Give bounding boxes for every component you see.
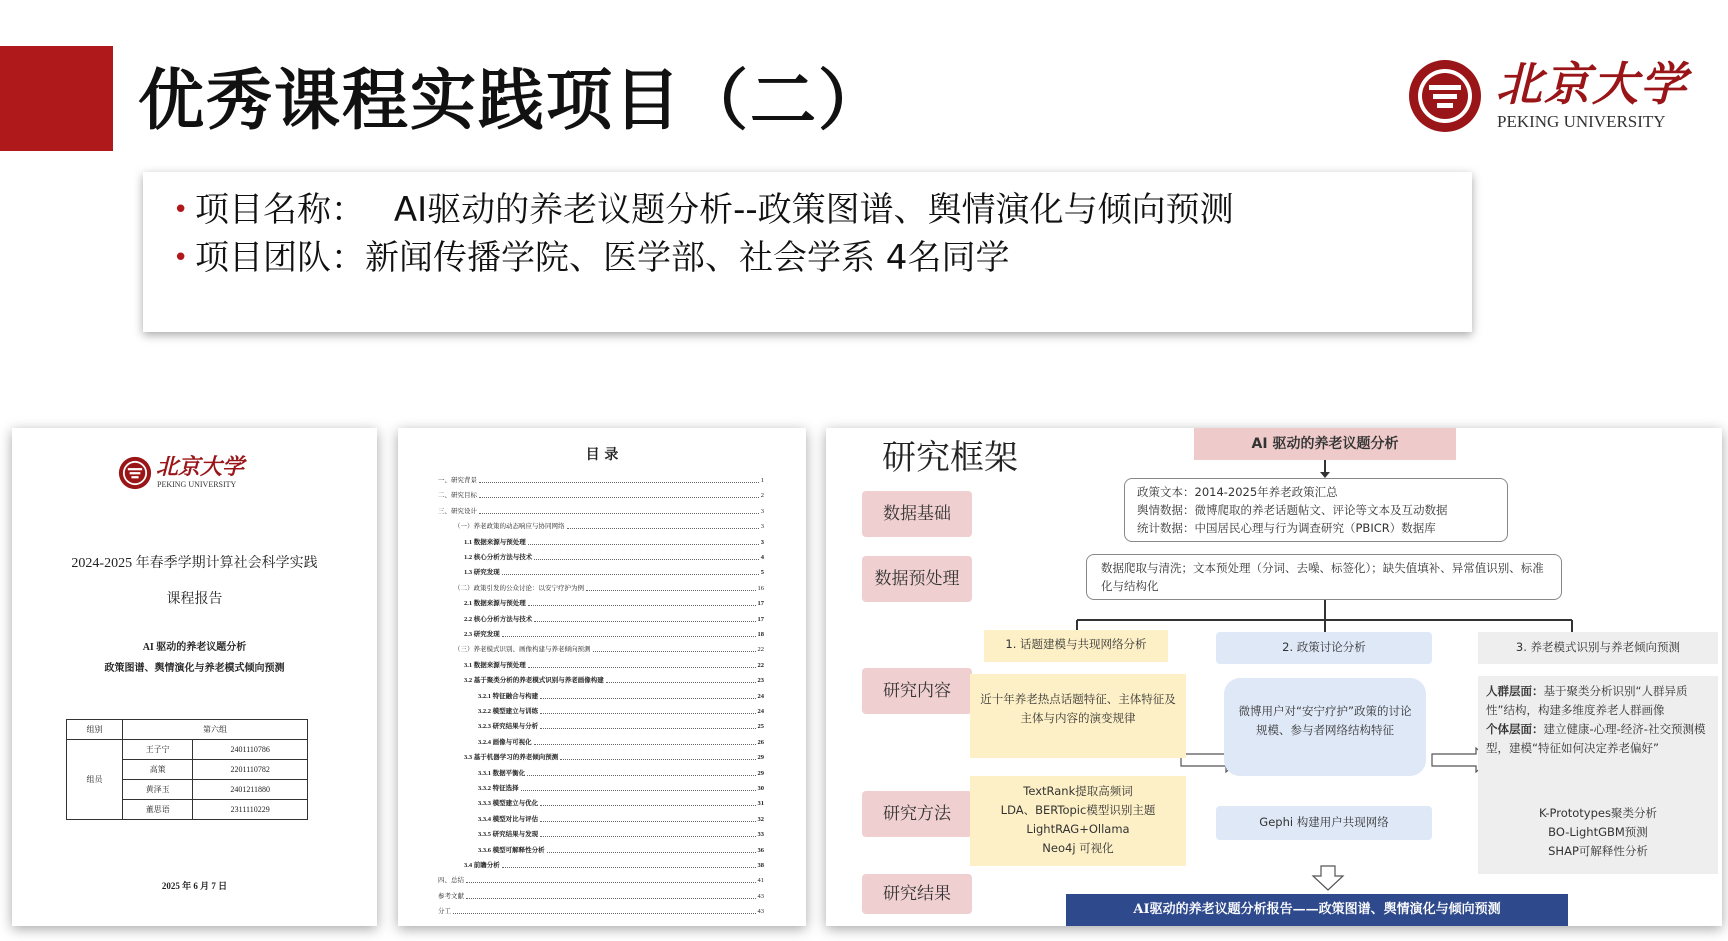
toc-entry-label: 3.3.2 特征选择 xyxy=(478,785,519,792)
toc-entry xyxy=(438,907,764,916)
toc-leader xyxy=(534,621,755,622)
group-value: 第六组 xyxy=(123,720,308,740)
member-label: 组员 xyxy=(67,740,123,820)
toc-entry xyxy=(478,738,764,747)
col1-content: 近十年养老热点话题特征、主体特征及主体与内容的演变规律 xyxy=(970,674,1186,758)
toc-entry-page: 29 xyxy=(757,769,764,777)
pku-seal-icon xyxy=(1407,58,1483,134)
toc-entry xyxy=(478,784,764,793)
toc-leader xyxy=(593,651,756,652)
toc-leader xyxy=(567,528,759,529)
method-line: Neo4j 可视化 xyxy=(1042,841,1114,855)
toc-entry-label: 1.2 核心分析方法与技术 xyxy=(464,554,533,561)
toc-leader xyxy=(466,882,756,883)
data-source-line: 舆情数据：微博爬取的养老话题帖文、评论等文本及互动数据 xyxy=(1137,503,1448,517)
method-line: LightRAG+Ollama xyxy=(1026,822,1130,836)
method-line: LDA、BERTopic模型识别主题 xyxy=(1000,803,1156,817)
toc-entry xyxy=(438,892,764,901)
toc-entry-label: 三、研究设计 xyxy=(438,507,477,515)
member-id: 2401110786 xyxy=(193,740,308,760)
report-toc-thumbnail xyxy=(398,428,806,926)
toc-leader xyxy=(534,559,759,560)
toc-leader xyxy=(527,775,755,776)
toc-entry xyxy=(454,645,764,654)
method-line: TextRank提取高频词 xyxy=(1023,784,1133,798)
toc-leader xyxy=(540,805,755,806)
toc-entry-page: 18 xyxy=(757,631,764,638)
toc-leader xyxy=(479,482,759,483)
toc-entry-label: 3.2.1 特征融合与构建 xyxy=(478,692,539,700)
method-line: BO-LightGBM预测 xyxy=(1548,825,1648,839)
project-team-line xyxy=(173,236,1010,280)
toc-leader xyxy=(540,728,755,729)
toc-entry xyxy=(478,722,764,731)
toc-entry xyxy=(454,584,764,593)
toc-leader xyxy=(502,636,756,637)
toc-entry-page: 17 xyxy=(757,615,764,623)
toc-leader xyxy=(502,574,759,575)
toc-entry-label: 二、研究目标 xyxy=(438,492,477,500)
toc-entry xyxy=(464,676,764,685)
side-label-preprocess: 数据预处理 xyxy=(862,556,972,602)
toc-entry-page: 25 xyxy=(757,723,764,731)
toc-entry-label: （二）政策引发的公众讨论：以安宁疗护为例 xyxy=(454,584,584,592)
data-source-line: 政策文本：2014-2025年养老政策汇总 xyxy=(1137,485,1338,499)
toc-entry-label: 一、研究背景 xyxy=(438,477,477,484)
project-info-box xyxy=(143,172,1472,332)
toc-leader xyxy=(540,821,755,822)
toc-entry xyxy=(464,861,764,870)
toc-entry-label: （三）养老模式识别、画像构建与养老倾向预测 xyxy=(454,646,591,654)
member-name: 董思语 xyxy=(123,800,193,820)
toc-entry-page: 41 xyxy=(757,877,764,885)
toc-entry xyxy=(478,815,764,824)
toc-entry-page: 30 xyxy=(757,785,764,792)
toc-entry-page: 22 xyxy=(757,646,764,654)
toc-entry-page: 26 xyxy=(757,738,764,746)
title-accent-bar xyxy=(0,46,113,151)
member-id: 2311110229 xyxy=(193,800,308,820)
col2-method: Gephi 构建用户共现网络 xyxy=(1216,806,1432,840)
toc-entry-page: 23 xyxy=(757,677,764,685)
toc-entry-page: 31 xyxy=(757,800,764,808)
cover-subject: AI 驱动的养老议题分析 xyxy=(142,642,247,653)
col3-methods xyxy=(1486,804,1710,861)
toc-leader xyxy=(547,852,756,853)
toc-leader xyxy=(540,836,755,837)
toc-entry-label: （一）养老政策的动态响应与协同网络 xyxy=(454,523,565,531)
cover-member-table xyxy=(66,719,308,820)
cover-course-title: 2024-2025 年春季学期计算社会科学实践 xyxy=(71,556,318,571)
toc-entry-page: 33 xyxy=(757,831,764,839)
toc-entry xyxy=(438,476,764,485)
toc-entry xyxy=(478,707,764,716)
toc-entry-label: 3.2 基于聚类分析的养老模式识别与养老画像构建 xyxy=(464,677,604,685)
toc-entry-label: 3.3.6 模型可解释性分析 xyxy=(478,846,545,854)
toc-entry xyxy=(478,769,764,778)
toc-entry-label: 3.3.4 模型对比与评估 xyxy=(478,815,539,823)
toc-leader xyxy=(528,667,756,668)
side-label-method: 研究方法 xyxy=(862,791,972,837)
toc-entry xyxy=(478,846,764,855)
framework-title: 研究框架 xyxy=(882,438,1018,478)
col3-box xyxy=(1478,676,1718,874)
toc-entry xyxy=(464,661,764,670)
toc-entry-page: 24 xyxy=(757,692,764,700)
toc-leader xyxy=(479,497,759,498)
toc-entry-page: 24 xyxy=(757,708,764,715)
toc-entry-label: 分工 xyxy=(438,908,451,916)
toc-leader xyxy=(586,590,756,591)
cover-date: 2025 年 6 月 7 日 xyxy=(161,881,228,891)
col3-bold-label: 个体层面： xyxy=(1486,722,1544,736)
toc-entry-label: 3.3.3 模型建立与优化 xyxy=(478,800,539,808)
toc-entry-label: 2.3 研究发现 xyxy=(464,631,500,638)
toc-entry-page: 4 xyxy=(760,554,764,561)
logo-chinese-name: 北京大学 xyxy=(1496,57,1688,111)
project-name-line xyxy=(173,188,1234,232)
col1-methods xyxy=(970,776,1186,866)
toc-entry-page: 1 xyxy=(760,477,764,484)
member-name: 王子宁 xyxy=(123,740,193,760)
method-line: K-Prototypes聚类分析 xyxy=(1539,806,1657,820)
toc-entry-page: 43 xyxy=(757,892,764,900)
toc-entry xyxy=(478,692,764,701)
col2-heading: 2. 政策讨论分析 xyxy=(1216,632,1432,664)
toc-entry xyxy=(464,538,764,547)
toc-entry-label: 3.2.4 画像与可视化 xyxy=(478,738,532,746)
toc-entry-label: 3.1 数据来源与预处理 xyxy=(464,661,526,669)
research-framework-thumbnail xyxy=(826,428,1722,926)
toc-entry-page: 36 xyxy=(757,846,764,854)
toc-title: 目 录 xyxy=(585,447,619,463)
toc-leader xyxy=(560,759,755,760)
toc-entry-page: 43 xyxy=(757,908,764,916)
university-logo xyxy=(1402,56,1688,138)
project-name: AI驱动的养老议题分析--政策图谱、舆情演化与倾向预测 xyxy=(393,190,1234,230)
toc-entry-page: 3 xyxy=(760,538,764,546)
toc-entry-label: 3.3.1 数据平衡化 xyxy=(478,769,526,777)
toc-entry xyxy=(438,507,764,516)
toc-entry-label: 四、总结 xyxy=(438,877,464,885)
toc-entry xyxy=(454,522,764,531)
toc-entry-page: 2 xyxy=(760,492,764,500)
cover-logo-english: PEKING UNIVERSITY xyxy=(157,480,237,489)
cover-logo-chinese: 北京大学 xyxy=(156,454,245,480)
toc-entry-label: 2.1 数据来源与预处理 xyxy=(464,600,526,608)
side-label-result: 研究结果 xyxy=(862,874,972,914)
toc-entry-page: 29 xyxy=(757,754,764,762)
col3-content xyxy=(1486,682,1710,792)
preprocess-box: 数据爬取与清洗；文本预处理（分词、去噪、标签化）；缺失值填补、异常值识别、标准化与结构化 xyxy=(1086,554,1562,600)
toc-entry-page: 17 xyxy=(757,600,764,608)
group-label: 组别 xyxy=(67,720,123,740)
col1-heading: 1. 话题建模与共现网络分析 xyxy=(984,630,1168,662)
cover-report-type: 课程报告 xyxy=(166,592,223,607)
toc-entry xyxy=(464,553,764,562)
bullet-icon: • xyxy=(173,243,189,273)
toc-entry-label: 1.1 数据来源与预处理 xyxy=(464,538,526,546)
toc-entry-page: 38 xyxy=(757,862,764,869)
member-id: 2401211880 xyxy=(193,780,308,800)
toc-leader xyxy=(502,867,756,868)
toc-entry-label: 参考文献 xyxy=(438,892,464,900)
toc-entry xyxy=(438,491,764,500)
toc-entry xyxy=(464,599,764,608)
toc-entry-label: 3.3.5 研究结果与发现 xyxy=(478,831,539,839)
member-id: 2201110782 xyxy=(193,760,308,780)
toc-entry xyxy=(478,830,764,839)
col3-heading: 3. 养老模式识别与养老倾向预测 xyxy=(1478,632,1718,664)
toc-entry-page: 5 xyxy=(760,569,764,577)
result-bar: AI驱动的养老议题分析报告——政策图谱、舆情演化与倾向预测 xyxy=(1066,894,1568,926)
col3-bold-label: 人群层面： xyxy=(1486,684,1544,698)
framework-top-label: AI 驱动的养老议题分析 xyxy=(1194,428,1456,460)
project-name-label: 项目名称： xyxy=(195,190,365,230)
member-name: 高策 xyxy=(123,760,193,780)
toc-leader xyxy=(528,544,759,545)
project-team-label: 项目团队： xyxy=(195,238,365,278)
toc-leader xyxy=(540,713,755,714)
toc-entry-page: 3 xyxy=(760,523,764,531)
cover-subtitle: 政策图谱、舆情演化与养老模式倾向预测 xyxy=(104,663,285,674)
toc-entry-label: 3.2.3 研究结果与分析 xyxy=(478,723,539,731)
toc-entry-label: 2.2 核心分析方法与技术 xyxy=(464,615,533,623)
toc-entry-label: 3.3 基于机器学习的养老倾向预测 xyxy=(464,754,559,762)
toc-entry-page: 16 xyxy=(757,584,764,592)
toc-entry-label: 3.4 前瞻分析 xyxy=(464,862,500,869)
project-team: 新闻传播学院、医学部、社会学系 4名同学 xyxy=(365,238,1010,278)
member-name: 黄泽玉 xyxy=(123,780,193,800)
toc-leader xyxy=(534,744,756,745)
method-line: SHAP可解释性分析 xyxy=(1548,844,1648,858)
data-source-line: 统计数据：中国居民心理与行为调查研究（PBICR）数据库 xyxy=(1137,521,1436,535)
col3-text: 基于聚类分析识别“人群异质性”结构，构建多维度养老人群画像 xyxy=(1486,684,1688,717)
side-label-data-basis: 数据基础 xyxy=(862,491,972,537)
toc-leader xyxy=(479,513,759,514)
toc-leader xyxy=(540,698,755,699)
toc-leader xyxy=(466,898,756,899)
toc-leader xyxy=(528,605,756,606)
col3-text: 建立健康-心理-经济-社交预测模型，建模“特征如何决定养老偏好” xyxy=(1486,722,1706,755)
toc-entry-label: 1.3 研究发现 xyxy=(464,569,500,577)
toc-entry xyxy=(464,753,764,762)
toc-leader xyxy=(521,790,756,791)
toc-entry xyxy=(478,799,764,808)
toc-entry-page: 3 xyxy=(760,507,764,515)
toc-entry-page: 22 xyxy=(757,661,764,669)
toc-entry-label: 3.2.2 模型建立与训练 xyxy=(478,708,539,715)
toc-entry-page: 32 xyxy=(757,815,764,823)
logo-english-name: PEKING UNIVERSITY xyxy=(1497,112,1666,131)
slide-title: 优秀课程实践项目（二） xyxy=(138,62,886,139)
data-sources-box xyxy=(1124,478,1508,542)
toc-entry xyxy=(464,615,764,624)
toc-entry xyxy=(464,568,764,577)
report-cover-thumbnail xyxy=(12,428,377,926)
toc-entry xyxy=(438,876,764,885)
pku-seal-icon xyxy=(118,456,152,490)
toc-entry xyxy=(464,630,764,639)
side-label-content: 研究内容 xyxy=(862,668,972,714)
toc-leader xyxy=(453,913,756,914)
col2-content: 微博用户对“安宁疗护”政策的讨论规模、参与者网络结构特征 xyxy=(1224,678,1426,776)
bullet-icon: • xyxy=(173,195,189,225)
toc-leader xyxy=(606,682,756,683)
